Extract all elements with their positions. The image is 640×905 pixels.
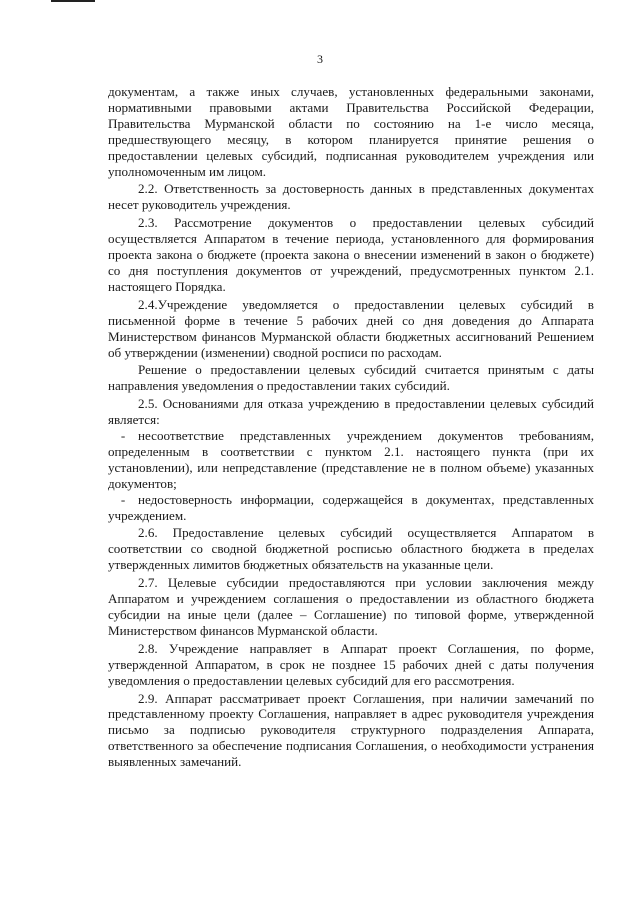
paragraph-2-2: 2.2. Ответственность за достоверность данных в представленных документах несет руководитель учреждения. bbox=[108, 181, 594, 213]
list-dash: - bbox=[120, 491, 126, 507]
list-item-2-5-2 bbox=[108, 492, 594, 524]
list-item-2-5-1 bbox=[108, 428, 594, 492]
list-item-text: недостоверность информации, содержащейся в документах, представленных учреждением. bbox=[108, 491, 594, 523]
paragraph-2-3: 2.3. Рассмотрение документов о предоставлении целевых субсидий осуществляется Аппаратом в течение периода, установленного для формирования проекта закона о бюджете (проекта закона о внесении изменений в закон о бюджете) со дня поступления документов от учреждений, предусмотренных пунктом 2.1. настоящего Порядка. bbox=[108, 215, 594, 294]
list-dash: - bbox=[120, 428, 126, 444]
paragraph-2-9: 2.9. Аппарат рассматривает проект Соглашения, при наличии замечаний по представленному проекту Соглашения, направляет в адрес руководителя учреждения письмо за подписью руководителя структурного подразделения Аппарата, ответственного за обеспечение подписания Соглашения, о необходимости устранения выявленных замечаний. bbox=[108, 690, 594, 770]
paragraph-2-5: 2.5. Основаниями для отказа учреждению в предоставлении целевых субсидий является: bbox=[108, 396, 594, 428]
paragraph-2-7: 2.7. Целевые субсидии предоставляются при условии заключения между Аппаратом и учреждением соглашения о предоставлении из областного бюджета субсидии на иные цели (далее – Соглашение) по типовой форме, утвержденной Министерством финансов Мурманской области. bbox=[108, 575, 594, 638]
paragraph-continuation: документам, а также иных случаев, установленных федеральными законами, нормативными правовыми актами Правительства Российской Федерации, Правительства Мурманской области по состоянию на 1-е число месяца, предшествующего месяцу, в котором планируется принятие решения о предоставлении целевых субсидий, подписанная руководителем учреждения или уполномоченным им лицом. bbox=[108, 84, 594, 179]
paragraph-2-6: 2.6. Предоставление целевых субсидий осуществляется Аппаратом в соответствии со сводной бюджетной росписью областного бюджета в пределах утвержденных лимитов бюджетных обязательств на указанные цели. bbox=[108, 525, 594, 573]
list-item-text: несоответствие представленных учреждением документов требованиям, определенным в соответствии с пунктом 2.1. настоящего пункта (при их установлении), или непредставление (представление не в полном объеме) указанных документов; bbox=[108, 428, 594, 491]
paragraph-2-8: 2.8. Учреждение направляет в Аппарат проект Соглашения, по форме, утвержденной Аппаратом, в срок не позднее 15 рабочих дней с даты получения уведомления о предоставлении целевых субсидий для его рассмотрения. bbox=[108, 640, 594, 688]
paragraph-2-4: 2.4.Учреждение уведомляется о предоставлении целевых субсидий в письменной форме в течение 5 рабочих дней со дня доведения до Аппарата Министерством финансов Мурманской области бюджетных ассигнований Решением об утверждении (изменении) сводной росписи по расходам. bbox=[108, 296, 594, 360]
page-number: 3 bbox=[317, 52, 323, 66]
document-body bbox=[108, 84, 594, 770]
top-rule bbox=[51, 0, 95, 2]
paragraph-2-4-decision: Решение о предоставлении целевых субсидий считается принятым с даты направления уведомления о предоставлении таких субсидий. bbox=[108, 362, 594, 394]
